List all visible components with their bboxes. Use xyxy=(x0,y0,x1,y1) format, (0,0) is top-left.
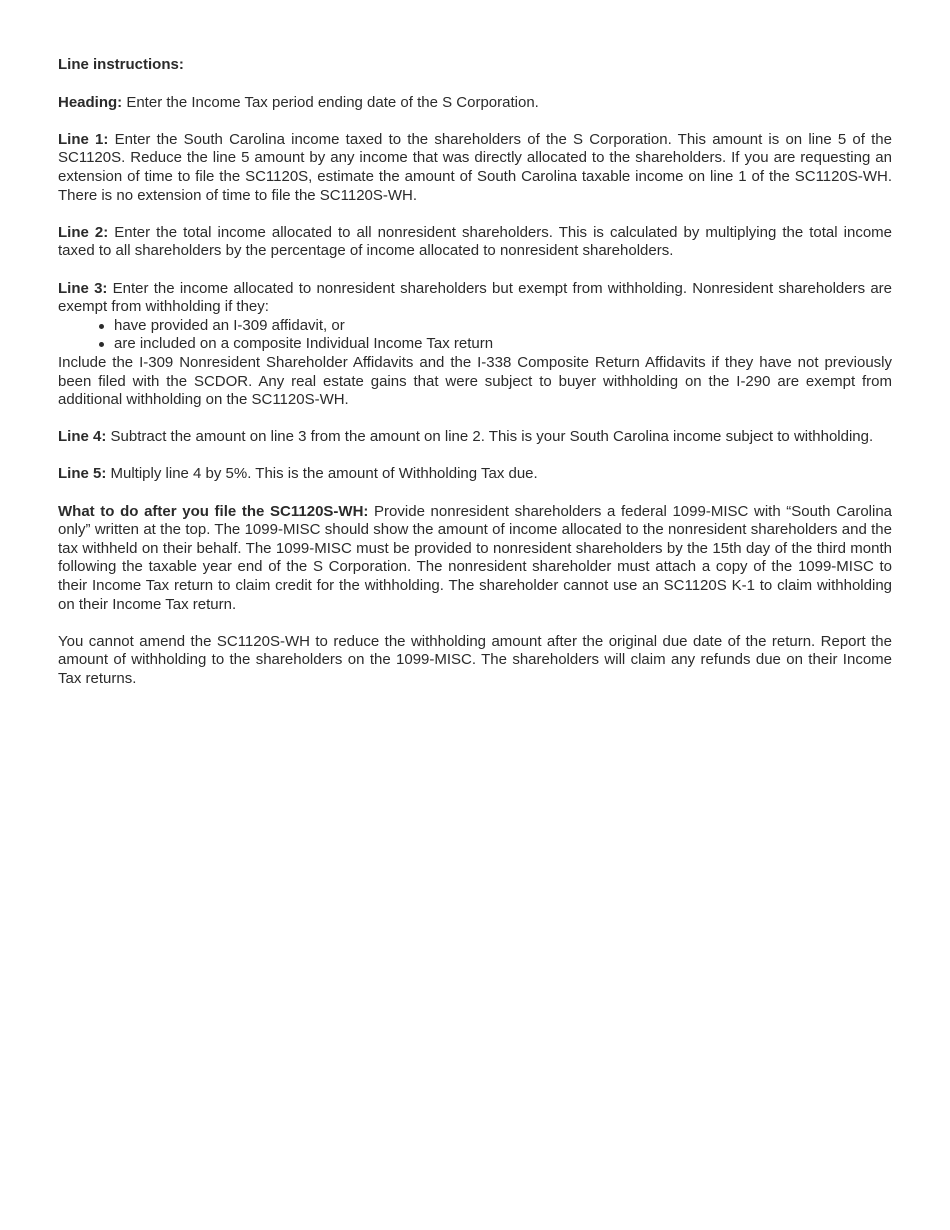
line2-label: Line 2: xyxy=(58,223,109,241)
page-title: Line instructions: xyxy=(58,56,184,73)
line3-instruction xyxy=(58,280,892,317)
line4-instruction xyxy=(58,428,892,447)
heading-instruction xyxy=(58,94,892,113)
after-filing-text: Provide nonresident shareholders a federal 1099-MISC with “South Carolina only” written at the top. The 1099-MISC should show the amount of income allocated to the nonresident shareholders and the tax withheld on their behalf. The 1099-MISC must be provided to nonresident shareholders by the 15th day of the third month following the taxable year end of the S Corporation. The nonresident shareholder must attach a copy of the 1099-MISC to their Income Tax return to claim credit for the withholding. The shareholder cannot use an SC1120S K-1 to claim withholding on their Income Tax return. xyxy=(58,502,893,613)
heading-label: Heading: xyxy=(58,93,123,111)
line3-section xyxy=(58,280,892,410)
line4-label: Line 4: xyxy=(58,428,107,446)
line5-label: Line 5: xyxy=(58,465,107,483)
line5-instruction xyxy=(58,465,892,484)
instructions-page xyxy=(58,56,892,707)
line5-text: Multiply line 4 by 5%. This is the amount of Withholding Tax due. xyxy=(106,465,538,483)
line3-affidavit-note: Include the I-309 Nonresident Shareholder Affidavits and the I-338 Composite Return Affidavits if they have not previously been filed with the SCDOR. Any real estate gains that were subject to buyer withholding on the I-290 are exempt from additional withholding on the SC1120S-WH. xyxy=(58,353,892,409)
heading-text: Enter the Income Tax period ending date of the S Corporation. xyxy=(122,93,539,111)
line3-label: Line 3: xyxy=(58,279,108,297)
line2-instruction xyxy=(58,224,892,261)
exemption-list xyxy=(58,317,892,354)
list-item: are included on a composite Individual Income Tax return xyxy=(114,335,892,354)
after-filing-label: What to do after you file the SC1120S-WH: xyxy=(58,502,369,520)
line1-label: Line 1: xyxy=(58,130,109,148)
line2-text: Enter the total income allocated to all nonresident shareholders. This is calculated by multiplying the total income taxed to all shareholders by the percentage of income allocated to nonresident shareholders. xyxy=(58,223,892,260)
line1-text: Enter the South Carolina income taxed to the shareholders of the S Corporation. This amount is on line 5 of the SC1120S. Reduce the line 5 amount by any income that was directly allocated to the shareholders. If you are requesting an extension of time to file the SC1120S, estimate the amount of South Carolina taxable income on line 1 of the SC1120S-WH. There is no extension of time to file the SC1120S-WH. xyxy=(58,130,892,204)
after-filing-instruction xyxy=(58,503,892,615)
line3-text: Enter the income allocated to nonresident shareholders but exempt from withholding. Nonresident shareholders are exempt from withholding if they: xyxy=(58,279,893,316)
list-item: have provided an I-309 affidavit, or xyxy=(114,317,892,336)
line1-instruction xyxy=(58,131,892,205)
amend-note: You cannot amend the SC1120S-WH to reduce the withholding amount after the original due date of the return. Report the amount of withholding to the shareholders on the 1099-MISC. The shareholders will claim any refunds due on their Income Tax returns. xyxy=(58,632,892,687)
line4-text: Subtract the amount on line 3 from the amount on line 2. This is your South Carolina income subject to withholding. xyxy=(106,428,874,446)
